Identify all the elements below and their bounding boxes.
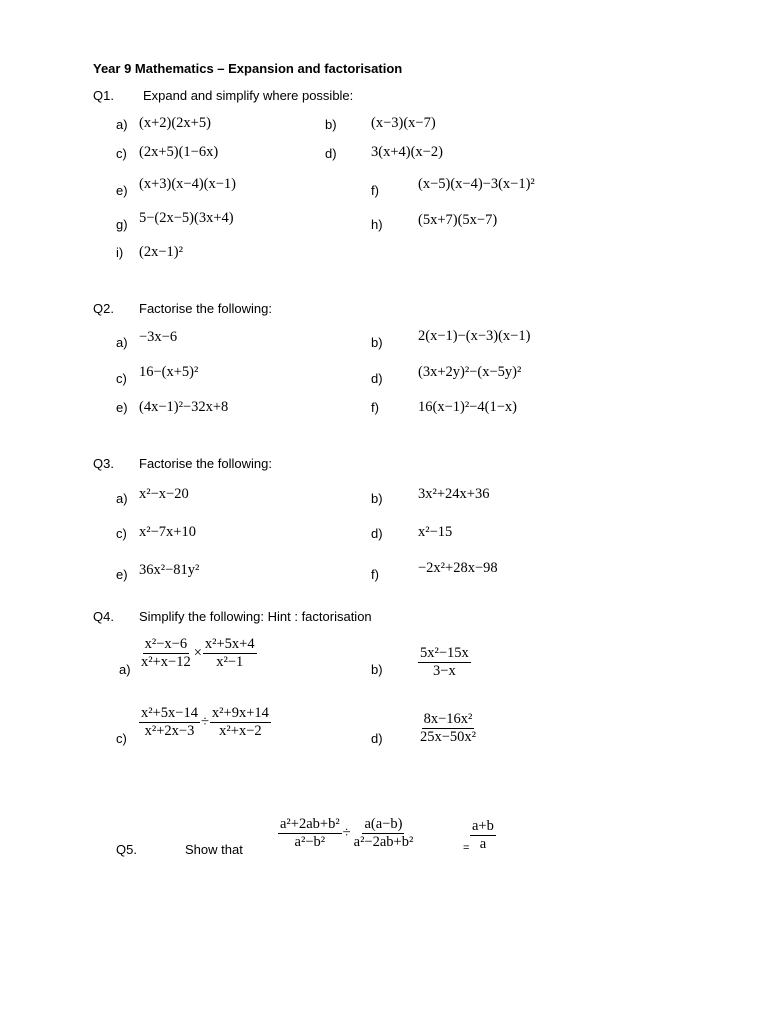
q4-a-fraction-2 xyxy=(203,637,257,670)
q1-d-letter: d) xyxy=(325,146,337,161)
q3-instruction: Factorise the following: xyxy=(139,456,272,471)
q3-c-letter: c) xyxy=(116,526,127,541)
q4-c-numerator-2: x²+9x+14 xyxy=(211,705,269,721)
q5-operator: ÷ xyxy=(342,825,351,841)
q4-d-expression xyxy=(418,712,478,745)
q1-a-letter: a) xyxy=(116,117,128,132)
q5-instruction: Show that xyxy=(185,842,243,857)
q1-label: Q1. xyxy=(93,88,114,103)
q4-label: Q4. xyxy=(93,609,114,624)
q4-d-fraction xyxy=(418,712,478,745)
q5-denominator-3: a xyxy=(479,836,487,852)
q5-label: Q5. xyxy=(116,842,137,857)
q1-c-expression: (2x+5)(1−6x) xyxy=(139,144,219,160)
q3-a-expression: x²−x−20 xyxy=(139,486,189,502)
q1-e-letter: e) xyxy=(116,183,128,198)
q5-expression xyxy=(278,817,415,850)
q4-b-denominator: 3−x xyxy=(433,663,456,679)
q1-instruction: Expand and simplify where possible: xyxy=(143,88,354,103)
q1-a-expression: (x+2)(2x+5) xyxy=(139,115,211,131)
q3-b-letter: b) xyxy=(371,491,383,506)
q4-b-expression xyxy=(418,646,471,679)
q2-a-letter: a) xyxy=(116,335,128,350)
q2-label: Q2. xyxy=(93,301,114,316)
q5-numerator-1: a²+2ab+b² xyxy=(280,816,340,832)
q3-d-letter: d) xyxy=(371,526,383,541)
q1-d-expression: 3(x+4)(x−2) xyxy=(371,144,443,160)
q4-c-letter: c) xyxy=(116,731,127,746)
q1-b-letter: b) xyxy=(325,117,337,132)
q3-d-expression: x²−15 xyxy=(418,524,453,540)
q1-h-letter: h) xyxy=(371,217,383,232)
q4-c-fraction-2 xyxy=(210,706,271,739)
q1-f-expression: (x−5)(x−4)−3(x−1)² xyxy=(418,176,535,192)
q4-d-numerator: 8x−16x² xyxy=(423,711,473,727)
q2-f-expression: 16(x−1)²−4(1−x) xyxy=(418,399,517,415)
q5-denominator-1: a²−b² xyxy=(294,834,326,850)
q1-b-expression: (x−3)(x−7) xyxy=(371,115,436,131)
q4-a-numerator-2: x²+5x+4 xyxy=(204,636,255,652)
q3-e-letter: e) xyxy=(116,567,128,582)
q4-c-expression xyxy=(139,706,271,739)
q4-c-denominator-1: x²+2x−3 xyxy=(144,723,195,739)
q4-a-letter: a) xyxy=(119,662,131,677)
page-title: Year 9 Mathematics – Expansion and factorisation xyxy=(93,61,403,76)
q4-a-numerator-1: x²−x−6 xyxy=(144,636,188,652)
q4-b-fraction xyxy=(418,646,471,679)
q4-a-operator: × xyxy=(193,645,202,661)
q4-a-denominator-2: x²−1 xyxy=(216,654,244,670)
q2-d-letter: d) xyxy=(371,371,383,386)
q4-a-denominator-1: x²+x−12 xyxy=(141,654,191,670)
q5-fraction-3 xyxy=(470,819,496,852)
q5-result xyxy=(470,819,496,852)
q4-c-operator: ÷ xyxy=(200,714,209,730)
q2-d-expression: (3x+2y)²−(x−5y)² xyxy=(418,364,522,380)
q4-a-expression xyxy=(139,637,257,670)
q1-g-expression: 5−(2x−5)(3x+4) xyxy=(139,210,234,226)
q3-label: Q3. xyxy=(93,456,114,471)
q2-instruction: Factorise the following: xyxy=(139,301,272,316)
q1-g-letter: g) xyxy=(116,217,128,232)
q1-h-expression: (5x+7)(5x−7) xyxy=(418,212,498,228)
q4-c-denominator-2: x²+x−2 xyxy=(219,723,262,739)
q2-c-expression: 16−(x+5)² xyxy=(139,364,199,380)
q2-e-expression: (4x−1)²−32x+8 xyxy=(139,399,229,415)
q4-instruction: Simplify the following: Hint : factorisation xyxy=(139,609,372,624)
q3-f-letter: f) xyxy=(371,567,379,582)
q4-c-numerator-1: x²+5x−14 xyxy=(141,705,198,721)
q3-a-letter: a) xyxy=(116,491,128,506)
q1-c-letter: c) xyxy=(116,146,127,161)
q4-d-denominator: 25x−50x² xyxy=(420,729,477,745)
q2-f-letter: f) xyxy=(371,400,379,415)
q5-fraction-2 xyxy=(352,817,416,850)
q5-denominator-2: a²−2ab+b² xyxy=(353,834,414,850)
q4-c-fraction-1 xyxy=(139,706,200,739)
q4-b-numerator: 5x²−15x xyxy=(420,645,469,661)
q4-b-letter: b) xyxy=(371,662,383,677)
q3-e-expression: 36x²−81y² xyxy=(139,562,200,578)
q1-i-expression: (2x−1)² xyxy=(139,244,183,260)
q5-numerator-2: a(a−b) xyxy=(364,816,403,832)
q5-equals-sign: = xyxy=(463,842,470,854)
q1-f-letter: f) xyxy=(371,183,379,198)
q2-e-letter: e) xyxy=(116,400,128,415)
q3-f-expression: −2x²+28x−98 xyxy=(418,560,498,576)
q3-b-expression: 3x²+24x+36 xyxy=(418,486,490,502)
q4-d-letter: d) xyxy=(371,731,383,746)
q1-e-expression: (x+3)(x−4)(x−1) xyxy=(139,176,237,192)
q2-b-expression: 2(x−1)−(x−3)(x−1) xyxy=(418,328,531,344)
q3-c-expression: x²−7x+10 xyxy=(139,524,196,540)
q2-c-letter: c) xyxy=(116,371,127,386)
q2-b-letter: b) xyxy=(371,335,383,350)
q2-a-expression: −3x−6 xyxy=(139,329,178,345)
q5-numerator-3: a+b xyxy=(472,818,494,834)
q4-a-fraction-1 xyxy=(139,637,193,670)
q5-fraction-1 xyxy=(278,817,342,850)
q1-i-letter: i) xyxy=(116,245,124,260)
